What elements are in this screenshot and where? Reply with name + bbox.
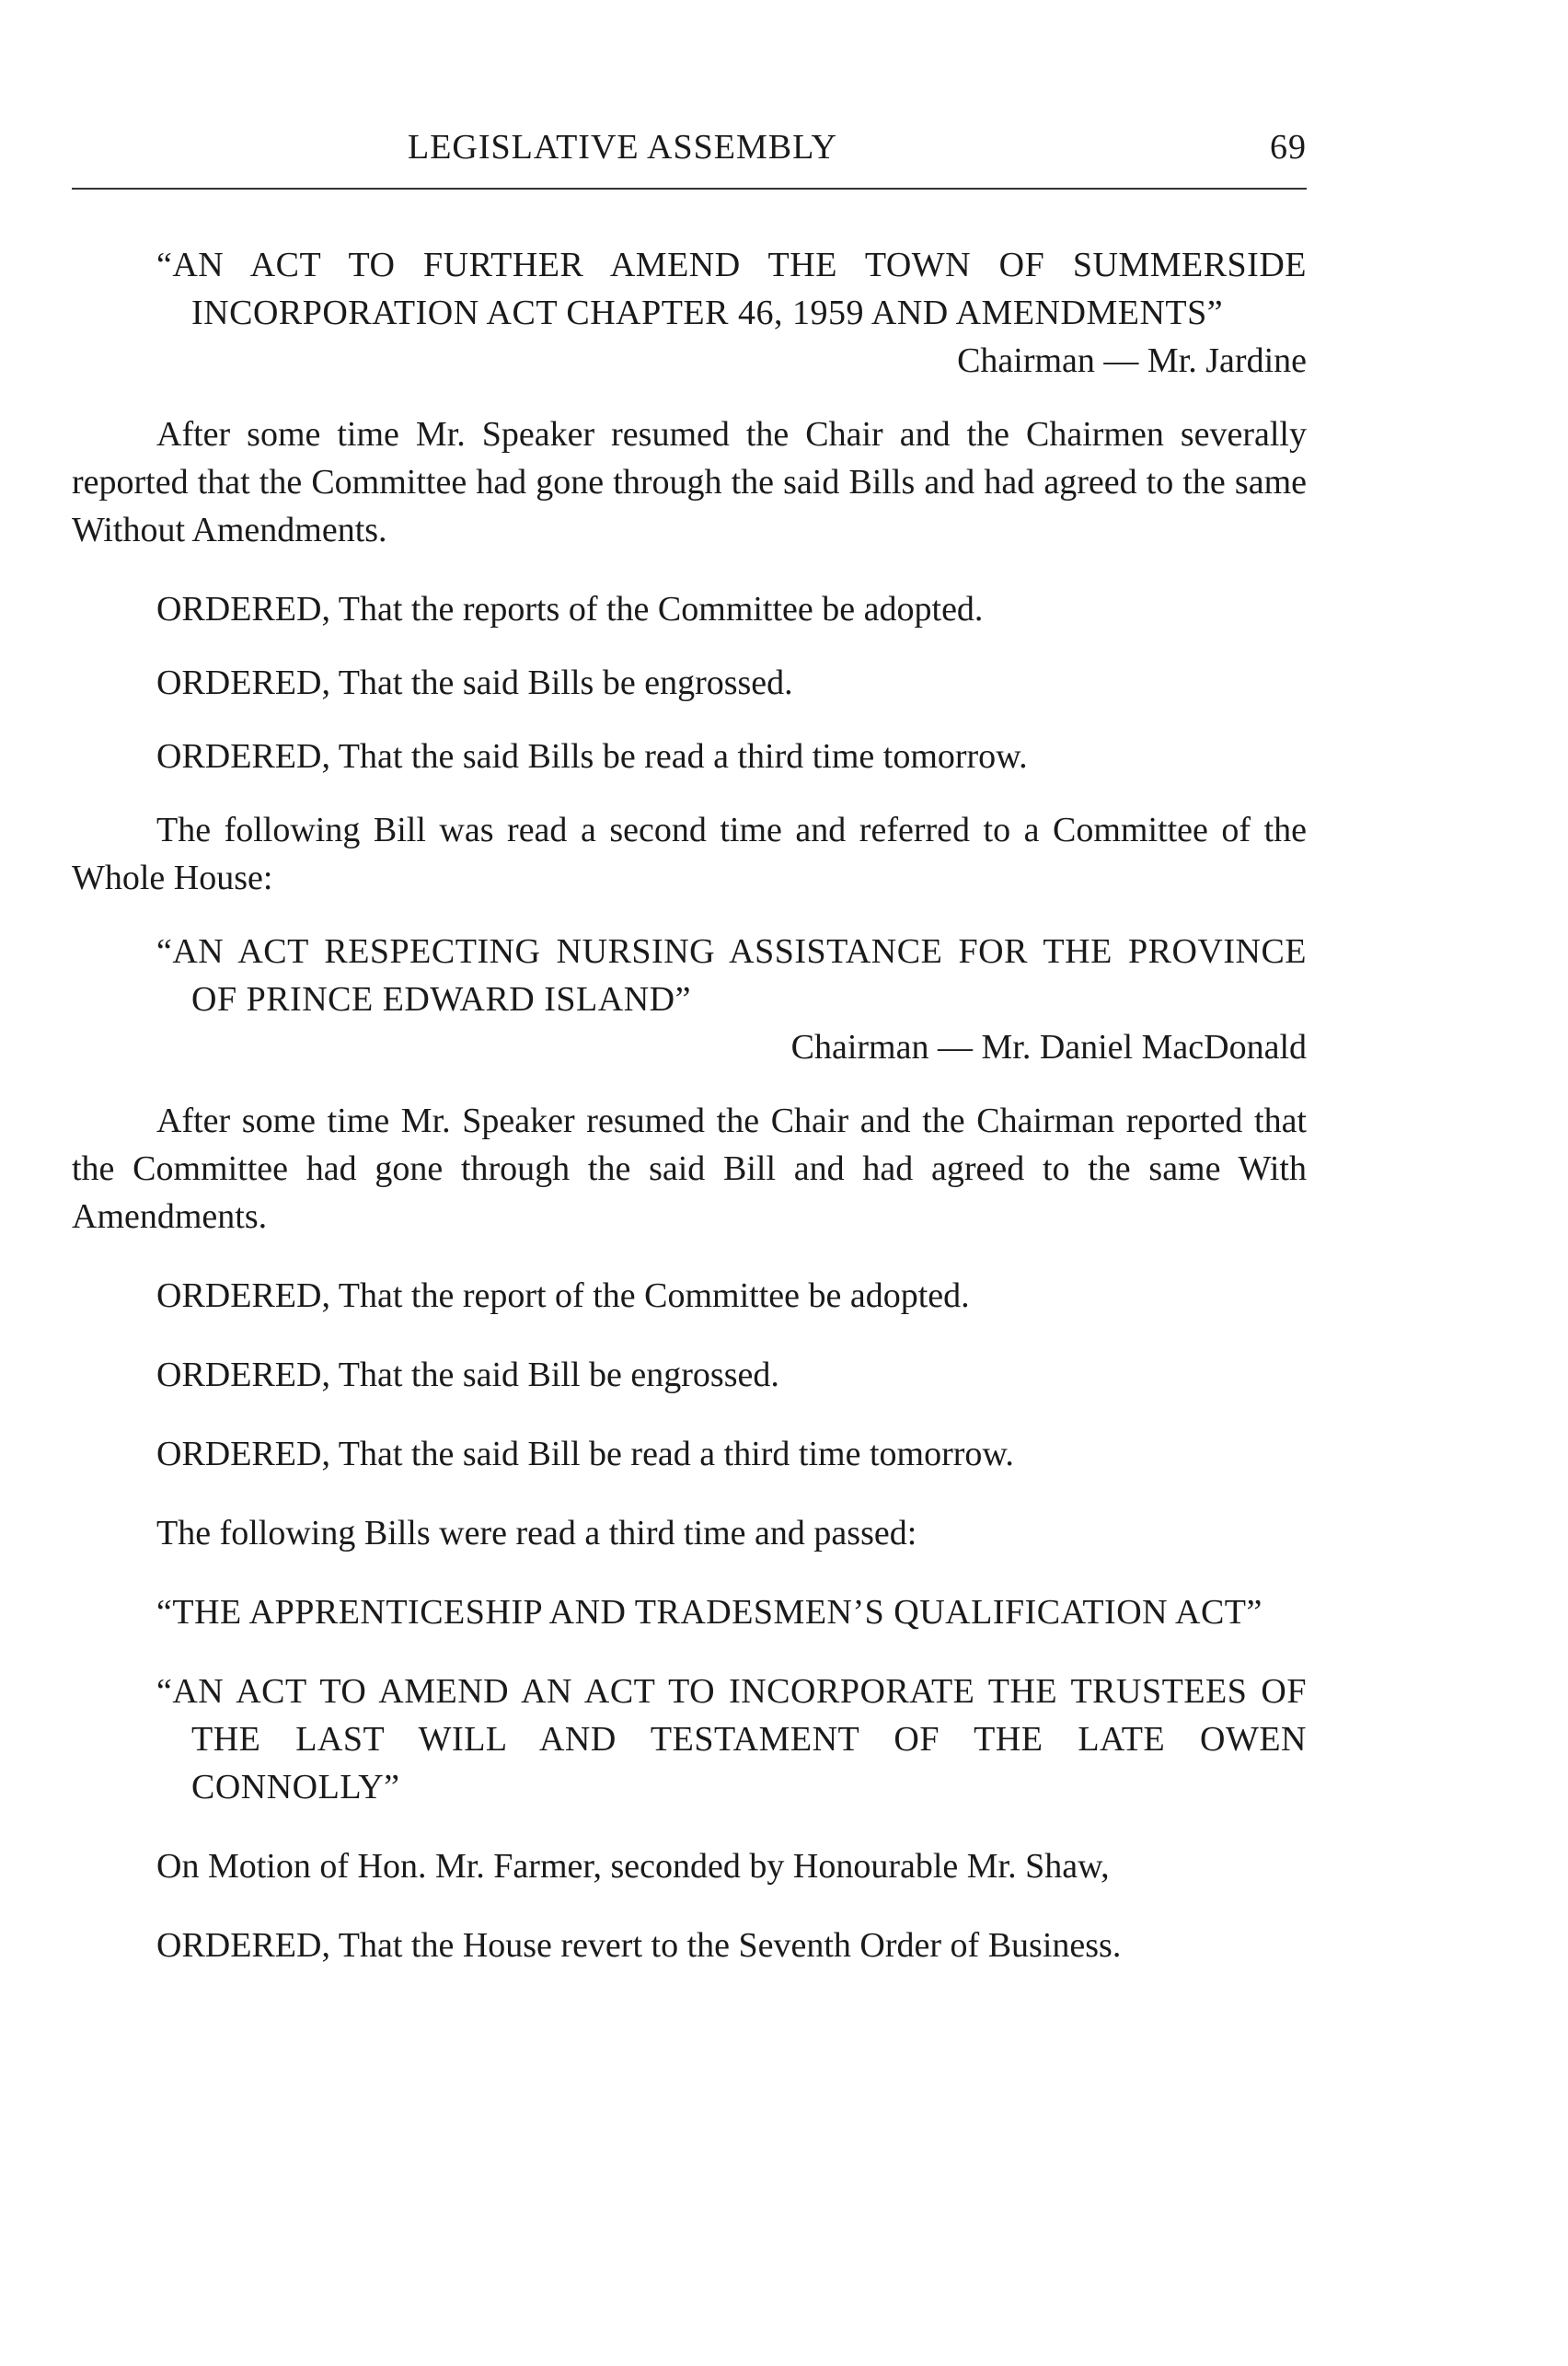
order-line: ORDERED, That the report of the Committee be adopted. [156,1276,970,1315]
bill-title: “THE APPRENTICESHIP AND TRADESMEN’S QUALIFICATION ACT” [156,1593,1262,1632]
bill-title: “AN ACT RESPECTING NURSING ASSISTANCE FOR THE PROVINCE OF PRINCE EDWARD ISLAND” [156,932,1307,1019]
bill-chairman: Chairman — Mr. Jardine [957,341,1307,380]
paragraph: On Motion of Hon. Mr. Farmer, seconded by Honourable Mr. Shaw, [156,1847,1110,1886]
order-line: ORDERED, That the reports of the Committee be adopted. [156,590,984,629]
bill-chairman: Chairman — Mr. Daniel MacDonald [790,1028,1307,1067]
document-page [72,0,1307,2366]
order-line: ORDERED, That the said Bill be engrossed. [156,1356,779,1394]
bill-title: “AN ACT TO FURTHER AMEND THE TOWN OF SUMMERSIDE INCORPORATION ACT CHAPTER 46, 1959 AND AMENDMENTS” [156,246,1307,332]
page-body [72,241,1307,1969]
running-title: LEGISLATIVE ASSEMBLY [408,128,837,167]
page-number: 69 [1270,128,1307,167]
bill-title: “AN ACT TO AMEND AN ACT TO INCORPORATE THE TRUSTEES OF THE LAST WILL AND TESTAMENT OF THE LATE OWEN CONNOLLY” [156,1672,1307,1806]
header-rule [72,188,1307,190]
order-line: ORDERED, That the said Bills be engrossed. [156,664,793,702]
paragraph: The following Bills were read a third time and passed: [156,1514,917,1552]
order-line: ORDERED, That the said Bill be read a third time tomorrow. [156,1435,1014,1473]
paragraph: ORDERED, That the House revert to the Seventh Order of Business. [156,1926,1122,1965]
paragraph: After some time Mr. Speaker resumed the Chair and the Chairman reported that the Committee had gone through the said Bill and had agreed to the same With Amendments. [72,1102,1307,1236]
order-line: ORDERED, That the said Bills be read a third time tomorrow. [156,737,1028,776]
page-header [72,127,1307,173]
paragraph: The following Bill was read a second time and referred to a Committee of the Whole House: [72,811,1307,897]
paragraph: After some time Mr. Speaker resumed the Chair and the Chairmen severally reported that the Committee had gone through the said Bills and had agreed to the same Without Amendments. [72,415,1307,549]
